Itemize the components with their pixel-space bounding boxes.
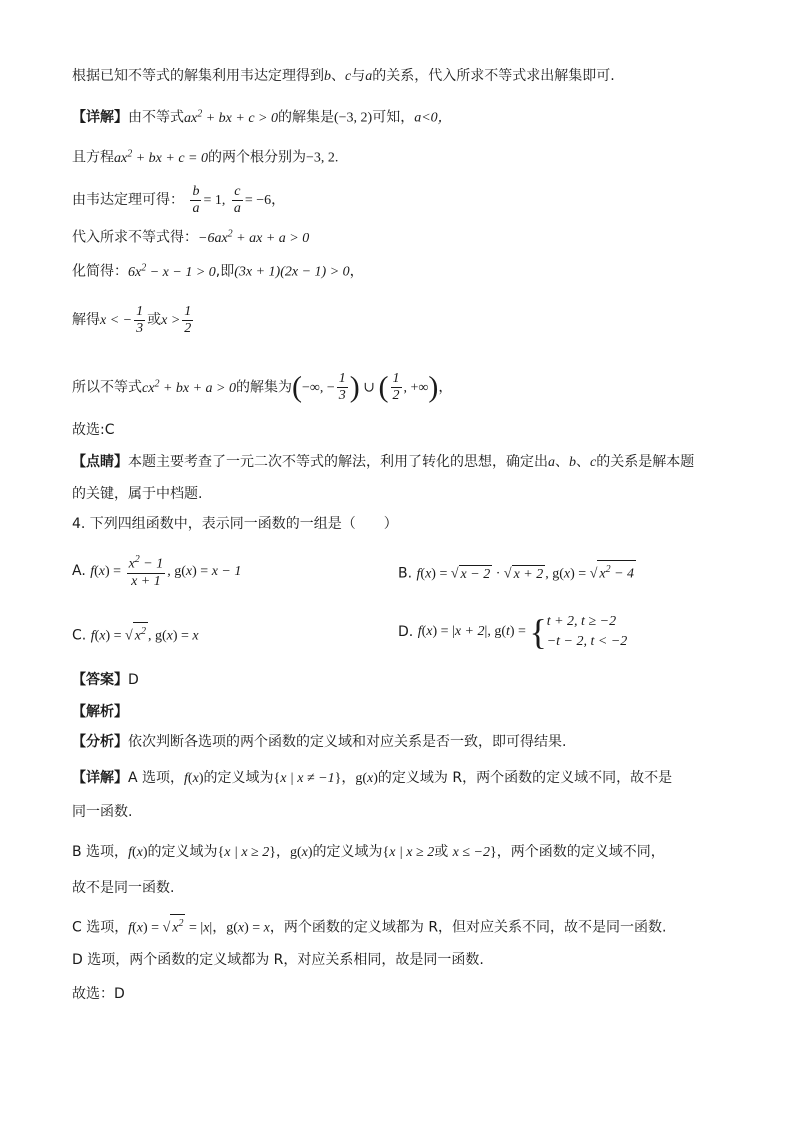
text: 所以不等式 [72, 379, 142, 396]
text: 故不是同一函数. [72, 880, 175, 896]
text: C 选项， [72, 919, 129, 936]
substituted-inequality: $-6ax^2$ + ax + a > 0 [198, 228, 310, 246]
text: A 选项， [128, 770, 185, 786]
analysis-sub-tag: 【分析】 [72, 734, 128, 750]
hint-end: 的关系，代入所求不等式求出解集即可. [372, 68, 615, 84]
detail2-line-5: C 选项，f(x) = √ $x^2 = |x|$，g(x) = x，两个函数的定义域都为 R，但对应关系不同，故不是同一函数. [72, 914, 667, 939]
option-label: D. [398, 624, 414, 640]
choice: 故选：D [72, 986, 125, 1002]
detail2-line-2 [72, 802, 132, 822]
text: 或 [147, 312, 162, 328]
detail2-line-7 [72, 984, 125, 1004]
frac-b-a: $\frac{b}{a}$ [192, 183, 200, 216]
solution-interval: (−3, 2) [334, 110, 373, 126]
conj: 与 [351, 68, 366, 84]
comment-tag: 【点睛】 [72, 454, 128, 470]
text: 的定义域为 [147, 844, 218, 860]
text: 且方程 [72, 149, 114, 166]
text: ，两个函数的定义域都为 R，但对应关系不同，故不是同一函数. [269, 919, 667, 936]
option-d: D. f(x) = |x + 2|, g(t) = { t + 2, t ≥ −2 −t − 2, t < −2 [398, 612, 628, 652]
sep: 、 [331, 68, 345, 84]
text: 同一函数. [72, 804, 133, 820]
detail-tag: 【详解】 [72, 109, 128, 126]
frac-1-3: $\frac{1}{3}$ [136, 303, 144, 336]
question-text: 4. 下列四组函数中，表示同一函数的一组是（ ） [72, 516, 398, 532]
text: 的解集是 [278, 109, 334, 126]
inequality: $ax^2$ + bx + c > 0 [184, 108, 278, 126]
text: 由不等式 [128, 109, 184, 126]
text: 的定义域为 [203, 770, 274, 786]
text: 化简得： [72, 263, 128, 280]
analysis-tag: 【解析】 [72, 704, 128, 720]
option-a: A. f(x) = $\frac{x^2 - 1}{x + 1}$ , g(x) = x − 1 [72, 554, 242, 589]
condition: a<0， [414, 110, 452, 126]
roots: −3, 2. [306, 150, 339, 166]
text: B 选项， [72, 844, 129, 860]
choice: 故选:C [72, 422, 115, 438]
answer-tag: 【答案】 [72, 672, 128, 688]
question-4 [72, 514, 398, 534]
detail-line-5: 化简得：$6x^2 - x - 1 > 0$,即(3x + 1)(2x − 1) > 0， [72, 262, 364, 280]
text: 的定义域为 [312, 844, 383, 860]
text: 代入所求不等式得： [72, 229, 198, 246]
var-b: b [324, 69, 331, 84]
var-c: c [345, 69, 352, 84]
text: ,即 [215, 263, 235, 280]
equation: $ax^2$ + bx + c = 0 [114, 148, 208, 166]
text: 可知， [372, 109, 415, 126]
frac-1-2: $\frac{1}{2}$ [184, 303, 192, 336]
comment-line-2 [72, 484, 202, 504]
text: 依次判断各选项的两个函数的定义域和对应关系是否一致，即可得结果. [128, 734, 567, 750]
detail-line-3: 由韦达定理可得： $\frac{b}{a}$ = 1, $\frac{c}{a}$ = −6， [72, 183, 286, 216]
text: 的解集为 [236, 379, 292, 396]
text: 的关键，属于中档题. [72, 486, 203, 502]
hint-line [72, 66, 615, 87]
detail2-tag: 【详解】 [72, 770, 128, 786]
detail2-line-1: 【详解】A 选项，f(x)的定义域为{x | x ≠ −1}，g(x)的定义域为 R，两个函数的定义域不同，故不是 [72, 770, 673, 786]
detail-line-8 [72, 420, 115, 440]
detail-line-7: 所以不等式$cx^2$ + bx + a > 0的解集为(−∞, − $\frac{1}{3}$ ) ∪ ( $\frac{1}{2}$ , +∞)， [72, 370, 453, 404]
target-inequality: $cx^2$ + bx + a > 0 [142, 378, 236, 396]
detail2-line-3: B 选项，f(x)的定义域为{x | x ≥ 2}，g(x)的定义域为{x | x ≥ 2或 x ≤ −2}，两个函数的定义域不同， [72, 844, 665, 860]
option-b: B. f(x) = √ x − 2 · √ x + 2 , g(x) = √ $x^2 - 4$ [398, 560, 636, 585]
detail-line-2 [72, 144, 338, 169]
text: 解得 [72, 312, 100, 328]
answer-value: D [128, 672, 139, 688]
option-label: C. [72, 627, 87, 644]
detail2-line-6 [72, 950, 484, 970]
detail2-line-4 [72, 878, 174, 898]
option-c: C. f(x) = √ $x^2$ , g(x) = x [72, 622, 199, 647]
var-a: a [365, 69, 373, 84]
analysis-line [72, 732, 566, 752]
text: 的关系是解本题 [596, 454, 695, 470]
simplified: $6x^2 - x - 1 > 0$ [128, 262, 216, 280]
comment-line-1: 【点睛】本题主要考查了一元二次不等式的解法，利用了转化的思想，确定出a、b、c的关系是解本题 [72, 454, 695, 470]
hint-text: 根据已知不等式的解集利用韦达定理得到 [72, 68, 324, 84]
answer-line [72, 670, 139, 690]
text: 的两个根分别为 [208, 149, 306, 166]
analysis-heading [72, 702, 128, 722]
text: ，两个函数的定义域不同， [496, 844, 665, 860]
text: D 选项，两个函数的定义域都为 R，对应关系相同，故是同一函数. [72, 952, 484, 968]
text: 的定义域为 R，两个函数的定义域不同，故不是 [377, 770, 673, 786]
factored: (3x + 1)(2x − 1) > 0 [234, 264, 350, 280]
text: 本题主要考查了一元二次不等式的解法，利用了转化的思想，确定出 [128, 454, 548, 470]
text: 由韦达定理可得： [72, 192, 184, 208]
frac-c-a: $\frac{c}{a}$ [233, 183, 241, 216]
detail-line-1 [72, 104, 452, 129]
option-label: B. [398, 565, 413, 582]
option-label: A. [72, 562, 86, 579]
detail-line-4 [72, 224, 309, 249]
detail-line-6: 解得x < − $\frac{1}{3}$ 或x > $\frac{1}{2}$ [72, 303, 192, 336]
